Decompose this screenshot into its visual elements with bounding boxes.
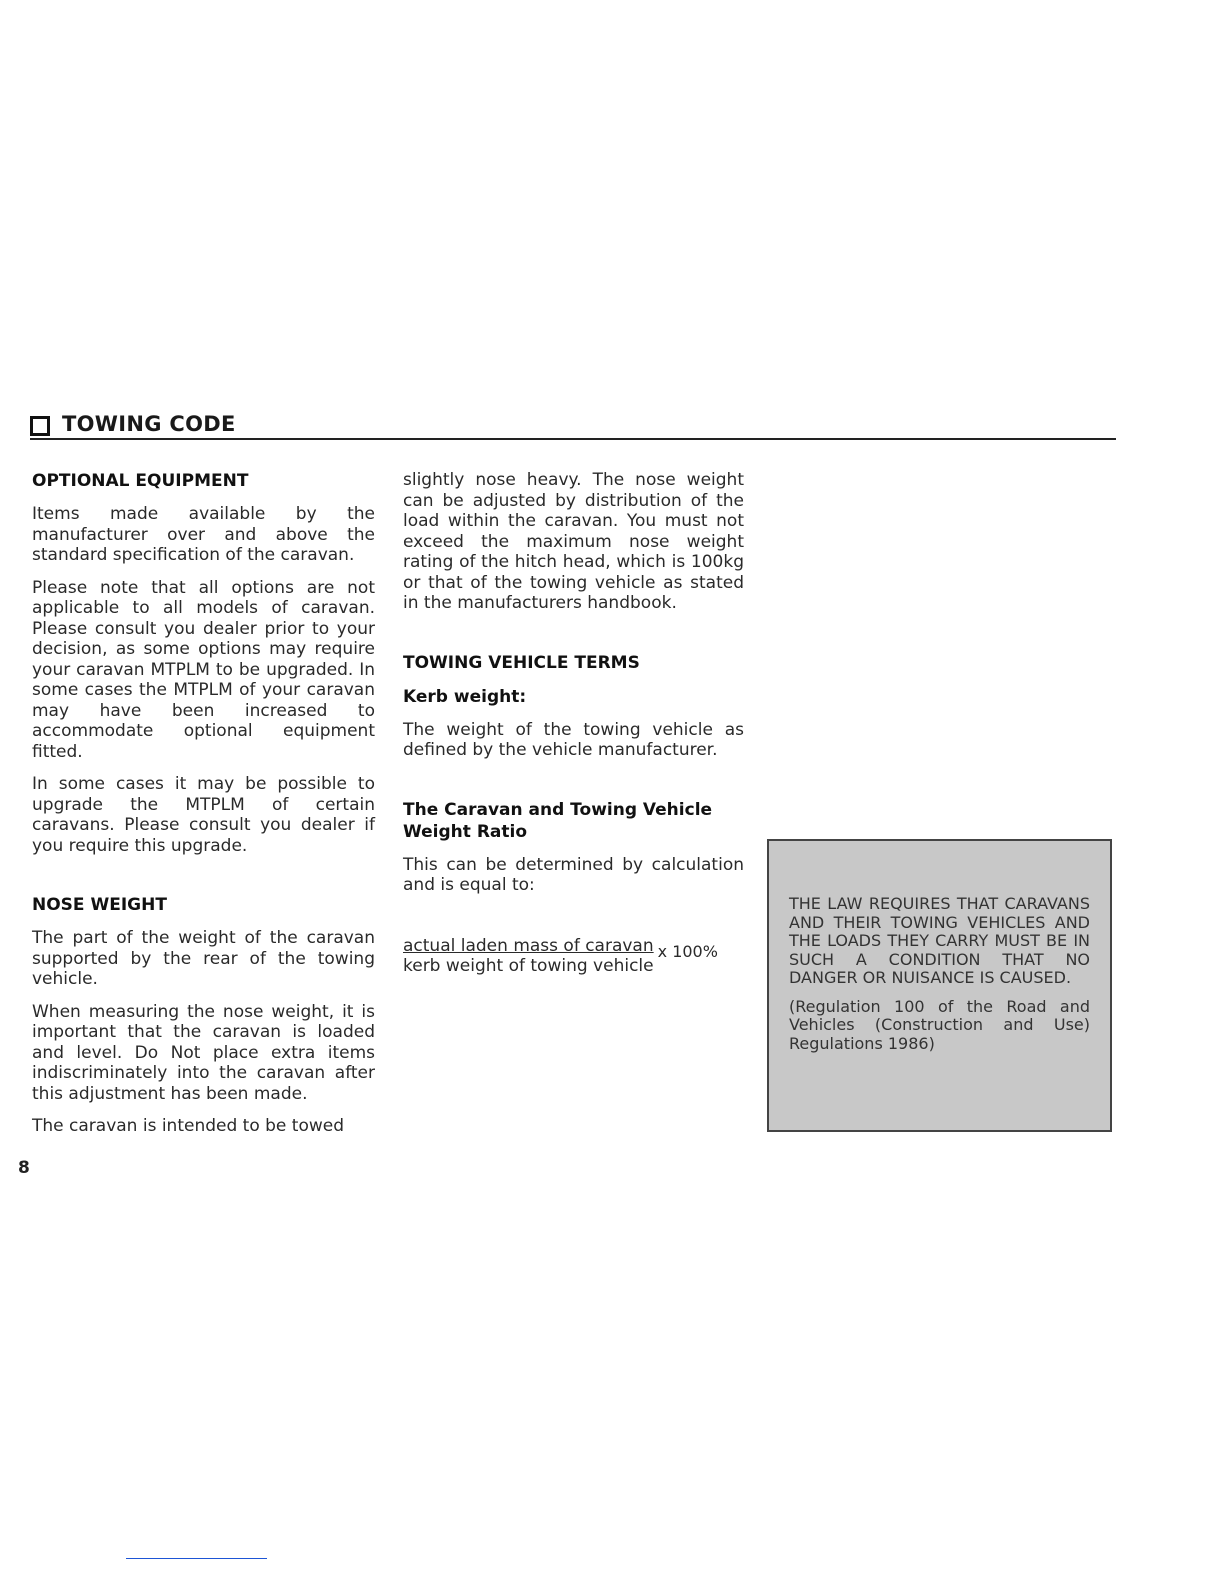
checkbox-square-icon (30, 416, 50, 436)
nose-weight-continued-paragraph: slightly nose heavy. The nose weight can be adjusted by distribution of the load within the caravan. You must not exceed the maximum nose weight rating of the hitch head, which is 100kg or that of the towing vehicle as stated in the manufacturers handbook. (403, 470, 744, 613)
kerb-weight-heading: Kerb weight: (403, 686, 527, 707)
optional-equipment-paragraph-3: In some cases it may be possible to upgrade the MTPLM of certain caravans. Please consult you dealer if you require this upgrade. (32, 774, 375, 856)
formula-numerator: actual laden mass of caravan (403, 935, 654, 956)
legal-notice-text: THE LAW REQUIRES THAT CARAVANS AND THEIR TOWING VEHICLES AND THE LOADS THEY CARRY MUST BE IN SUCH A CONDITION THAT NO DANGER OR NUISANCE IS CAUSED. (789, 894, 1090, 987)
nose-weight-heading: NOSE WEIGHT (32, 895, 167, 915)
section-header (30, 410, 1116, 440)
bottom-rule (126, 1558, 267, 1559)
towing-vehicle-terms-heading: TOWING VEHICLE TERMS (403, 652, 640, 673)
spacer (403, 773, 744, 799)
weight-ratio-heading: The Caravan and Towing Vehicle Weight Ratio (403, 799, 713, 842)
optional-equipment-paragraph-2: Please note that all options are not applicable to all models of caravan. Please consult you dealer prior to your decision, as some options may require your caravan MTPLM to be upgraded. In some cases the MTPLM of your caravan may have been increased to accommodate optional equipment fitted. (32, 577, 375, 762)
kerb-weight-paragraph: The weight of the towing vehicle as defined by the vehicle manufacturer. (403, 719, 744, 760)
nose-weight-paragraph-3: The caravan is intended to be towed (32, 1116, 345, 1136)
spacer (32, 868, 375, 894)
spacer (403, 626, 744, 652)
optional-equipment-paragraph-1: Items made available by the manufacturer over and above the standard specification of the caravan. (32, 504, 375, 565)
formula-denominator: kerb weight of towing vehicle (403, 956, 654, 976)
optional-equipment-heading: OPTIONAL EQUIPMENT (32, 471, 249, 491)
legal-notice-box (767, 839, 1112, 1132)
weight-ratio-formula (403, 936, 744, 977)
nose-weight-paragraph-1: The part of the weight of the caravan supported by the rear of the towing vehicle. (32, 928, 375, 989)
regulation-reference: (Regulation 100 of the Road and Vehicles (Construction and Use) Regulations 1986) (789, 996, 1090, 1053)
middle-column (403, 470, 744, 977)
section-title: TOWING CODE (62, 412, 236, 436)
page-number: 8 (18, 1158, 30, 1178)
left-column (32, 470, 375, 1149)
weight-ratio-paragraph: This can be determined by calculation and is equal to: (403, 854, 744, 895)
formula-multiplier: x 100% (657, 941, 718, 961)
nose-weight-paragraph-2: When measuring the nose weight, it is important that the caravan is loaded and level. Do Not place extra items indiscriminately into the caravan after this adjustment has been made. (32, 1001, 375, 1104)
